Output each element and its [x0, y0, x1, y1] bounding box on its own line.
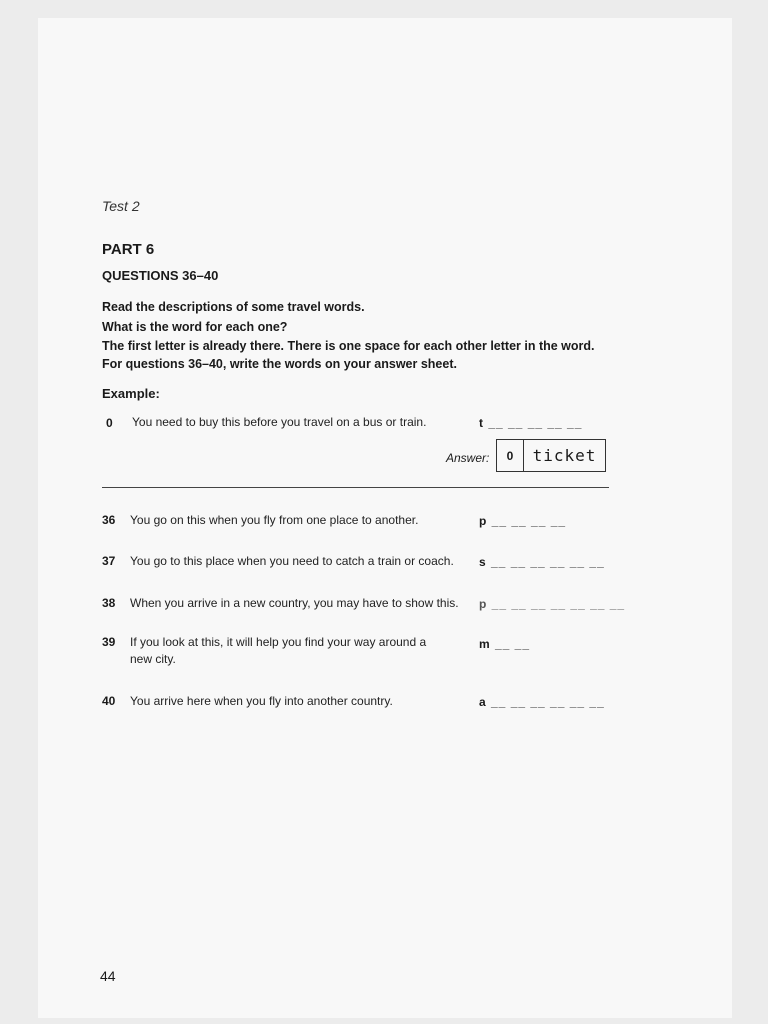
- example-text: You need to buy this before you travel on a bus or train.: [132, 415, 427, 429]
- question-text: If you look at this, it will help you find your way around a new city.: [130, 635, 427, 666]
- question-clue: m __ __: [479, 637, 531, 651]
- example-number: 0: [106, 416, 113, 430]
- question-clue: p __ __ __ __ __ __ __: [479, 597, 626, 611]
- question-text: When you arrive in a new country, you may have to show this.: [130, 596, 459, 610]
- question-number: 39: [102, 635, 116, 649]
- instruction-line: The first letter is already there. There is one space for each other letter in the word.: [102, 339, 595, 353]
- instruction-line: For questions 36–40, write the words on your answer sheet.: [102, 357, 457, 371]
- answer-label: Answer:: [446, 451, 490, 465]
- question-text: You go on this when you fly from one place to another.: [130, 513, 419, 527]
- answer-word: ticket: [532, 446, 597, 465]
- answer-number: 0: [497, 440, 524, 471]
- question-clue: s __ __ __ __ __ __: [479, 555, 605, 569]
- answer-box: [496, 439, 606, 472]
- question-text: You arrive here when you fly into another country.: [130, 694, 393, 708]
- question-number: 36: [102, 513, 116, 527]
- instruction-line: What is the word for each one?: [102, 320, 288, 334]
- instruction-line: Read the descriptions of some travel words.: [102, 300, 365, 314]
- question-number: 40: [102, 694, 116, 708]
- questions-range: QUESTIONS 36–40: [102, 268, 219, 283]
- running-head: Test 2: [102, 198, 140, 214]
- example-clue: t __ __ __ __ __: [479, 416, 583, 430]
- page-number: 44: [100, 968, 116, 984]
- question-text: You go to this place when you need to catch a train or coach.: [130, 554, 454, 568]
- divider: [102, 487, 609, 488]
- example-label: Example:: [102, 386, 160, 401]
- question-clue: a __ __ __ __ __ __: [479, 695, 605, 709]
- question-clue: p __ __ __ __: [479, 514, 567, 528]
- question-number: 37: [102, 554, 116, 568]
- part-title: PART 6: [102, 241, 155, 258]
- question-number: 38: [102, 596, 116, 610]
